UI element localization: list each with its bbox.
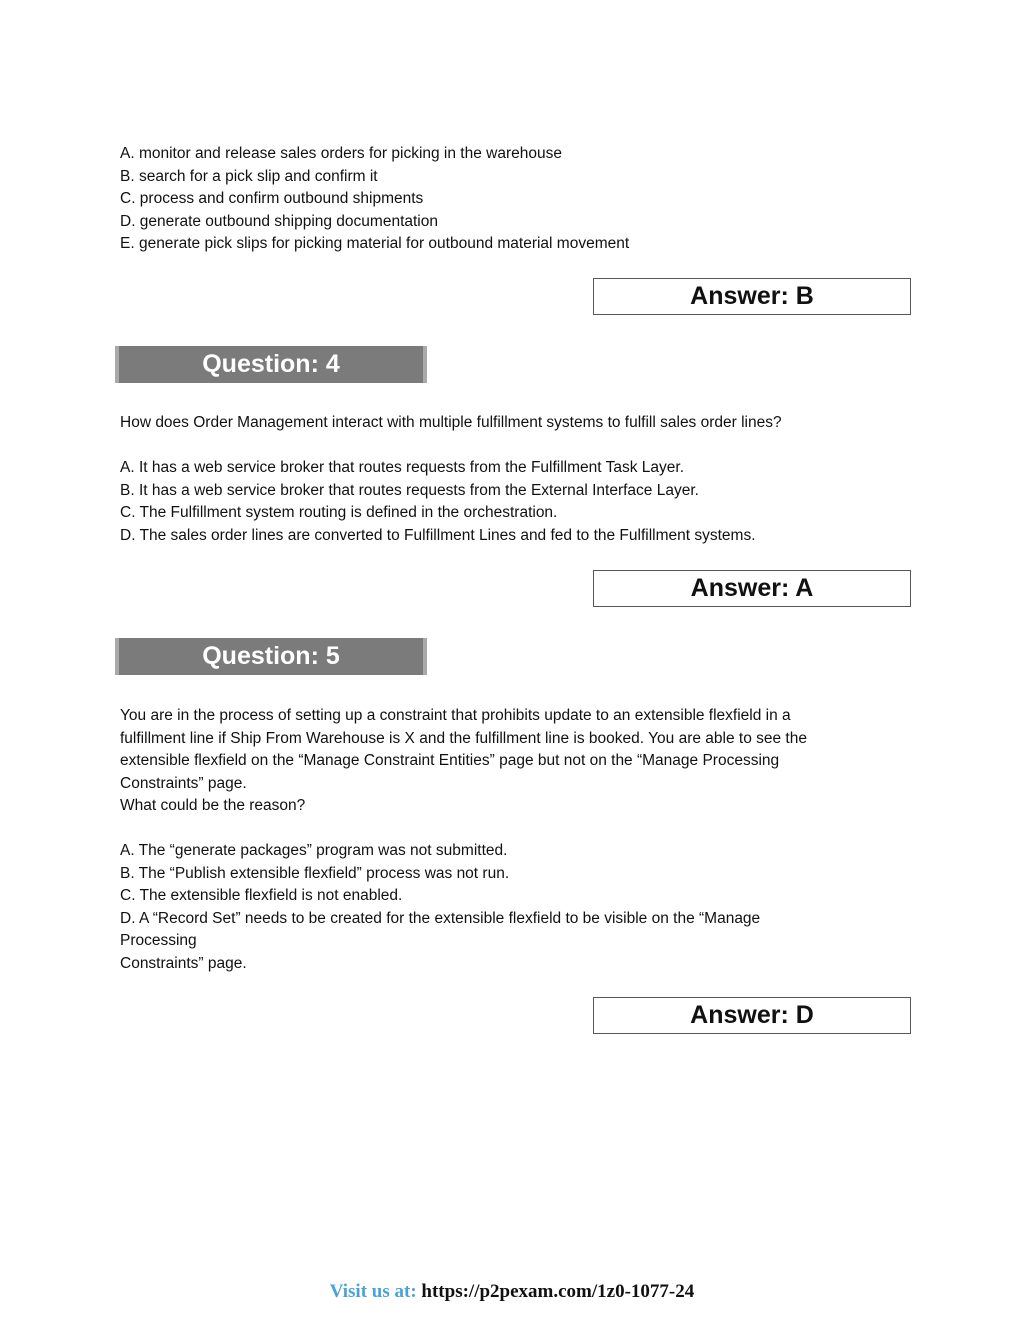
q5-question-line: extensible flexfield on the “Manage Constraint Entities” page but not on the “Manage Processing: [120, 752, 780, 769]
q4-answer-box: Answer: A: [593, 570, 911, 607]
footer-visit-label: Visit us at:: [329, 1281, 417, 1302]
q3-answer-box: Answer: B: [593, 278, 911, 315]
q4-option-c: C. The Fulfillment system routing is defined in the orchestration.: [120, 504, 558, 521]
q4-option-b: B. It has a web service broker that routes requests from the External Interface Layer.: [120, 481, 699, 499]
q5-option-d: D. A “Record Set” needs to be created for the extensible flexfield to be visible on the “Manage: [120, 909, 761, 927]
q5-option-d-cont: Constraints” page.: [120, 954, 247, 972]
q5-question-line: fulfillment line if Ship From Warehouse is X and the fulfillment line is booked. You are able to see the: [120, 729, 807, 747]
q4-question: [120, 412, 900, 435]
q5-question-line: Constraints” page.: [120, 774, 247, 792]
q3-option-e: E. generate pick slips for picking material for outbound material movement: [120, 235, 630, 252]
q5-option-a: A. The “generate packages” program was not submitted.: [120, 842, 508, 859]
q4-options: [120, 457, 900, 547]
q5-question: [120, 705, 900, 818]
q5-question-line: What could be the reason?: [120, 797, 306, 814]
q4-option-a: A. It has a web service broker that routes requests from the Fulfillment Task Layer.: [120, 459, 684, 476]
q3-options: [120, 143, 900, 256]
q5-options: [120, 840, 900, 975]
q5-option-b: B. The “Publish extensible flexfield” process was not run.: [120, 864, 510, 882]
q5-option-d-cont: Processing: [120, 932, 197, 949]
q4-title-bar: Question: 4: [115, 346, 427, 383]
q3-option-b: B. search for a pick slip and confirm it: [120, 167, 378, 185]
q5-answer-box: Answer: D: [593, 997, 911, 1034]
q5-title-bar: Question: 5: [115, 638, 427, 675]
q4-option-d: D. The sales order lines are converted to Fulfillment Lines and fed to the Fulfillment systems.: [120, 526, 756, 544]
q3-option-d: D. generate outbound shipping documentation: [120, 212, 438, 230]
q3-option-c: C. process and confirm outbound shipments: [120, 190, 424, 207]
footer-url-link[interactable]: https://p2pexam.com/1z0-1077-24: [421, 1281, 695, 1302]
q5-option-c: C. The extensible flexfield is not enabled.: [120, 887, 403, 904]
q3-option-a: A. monitor and release sales orders for picking in the warehouse: [120, 145, 562, 162]
q5-question-line: You are in the process of setting up a constraint that prohibits update to an extensible flexfield in a: [120, 707, 791, 724]
q4-question-text: How does Order Management interact with multiple fulfillment systems to fulfill sales order lines?: [120, 414, 782, 431]
page-footer: [0, 1281, 1024, 1303]
